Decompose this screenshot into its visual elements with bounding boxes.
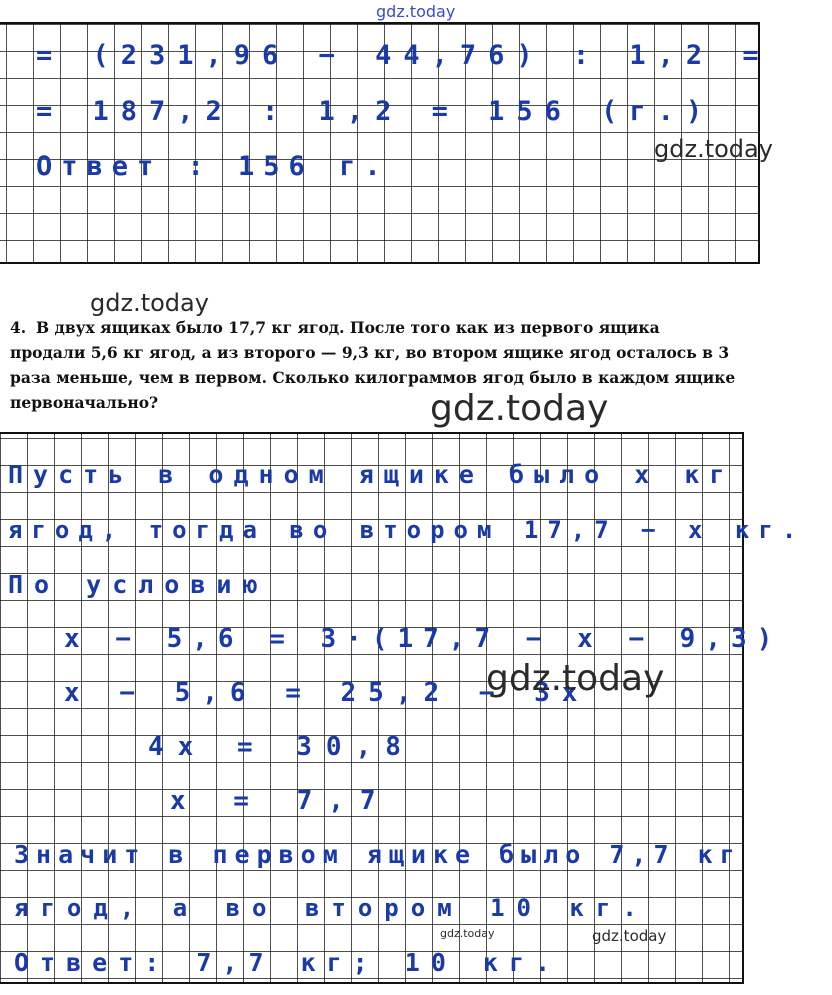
solution-line-1: Пусть в одном ящике было x кг [8,460,735,489]
answer-line-2: Ответ: 7,7 кг; 10 кг. [14,948,562,977]
solution-line-3: По условию [8,570,269,599]
calc-line-1: = (231,96 − 44,76) : 1,2 = [36,40,771,71]
equation-line-4: x = 7,7 [170,786,392,816]
watermark: gdz.today [430,388,609,429]
task-text [10,315,740,415]
watermark: gdz.today [486,658,665,699]
watermark: gdz.today [592,927,667,945]
answer-line-1: Ответ : 156 г. [36,151,390,182]
watermark: gdz.today [376,2,456,21]
equation-line-2: x − 5,6 = 25,2 − 3x [64,678,590,708]
task-number: 4. [10,318,27,337]
calc-line-2: = 187,2 : 1,2 = 156 (г.) [36,96,715,127]
conclusion-line-1: Значит в первом ящике было 7,7 кг [14,840,742,869]
conclusion-line-2: ягод, а во втором 10 кг. [14,894,649,922]
task-body: В двух ящиках было 17,7 кг ягод. После того как из первого ящика продали 5,6 кг ягод, а из второго — 9,3 кг, во втором ящике ягод осталось в 3 раза меньше, чем в первом. Сколько килограммов ягод было в каждом ящике первоначально? [10,318,736,412]
watermark: gdz.today [654,135,773,163]
watermark: gdz.today [440,927,495,940]
watermark: gdz.today [90,289,209,317]
equation-line-1: x − 5,6 = 3·(17,7 − x − 9,3) [64,624,783,654]
solution-line-2: ягод, тогда во втором 17,7 − x кг. [8,516,806,544]
equation-line-3: 4x = 30,8 [148,732,415,762]
